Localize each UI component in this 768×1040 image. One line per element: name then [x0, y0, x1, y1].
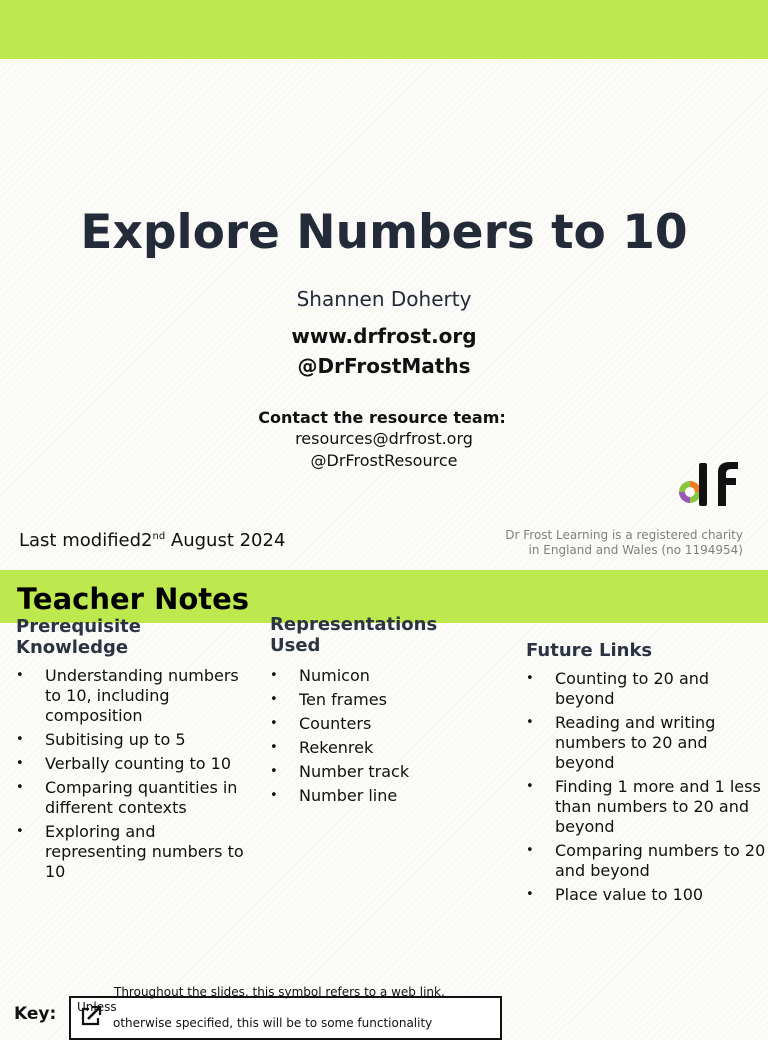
list-item: • Understanding numbers to 10, including composition — [16, 666, 248, 726]
list-item: • Reading and writing numbers to 20 and beyond — [526, 713, 766, 773]
prerequisite-heading: Prerequisite Knowledge — [16, 616, 141, 658]
list-item: • Counters — [270, 714, 490, 734]
modified-rest: August 2024 — [165, 530, 286, 551]
representations-column — [270, 614, 490, 810]
representations-list — [270, 666, 490, 806]
list-item: • Counting to 20 and beyond — [526, 669, 766, 709]
df-logo — [676, 458, 746, 510]
list-item: • Subitising up to 5 — [16, 730, 248, 750]
contact-handle[interactable]: @DrFrostResource — [310, 451, 458, 470]
author-name: Shannen Doherty — [296, 287, 472, 311]
teacher-notes-title: Teacher Notes — [17, 582, 250, 616]
list-item: • Finding 1 more and 1 less than numbers to 20 and beyond — [526, 777, 766, 837]
key-unless: Unless — [77, 1000, 117, 1014]
last-modified — [19, 530, 285, 551]
list-item: • Numicon — [270, 666, 490, 686]
list-item: • Rekenrek — [270, 738, 490, 758]
representations-heading: Representations Used — [270, 614, 438, 656]
future-links-list — [526, 669, 766, 905]
page-title: Explore Numbers to 10 — [80, 205, 688, 260]
list-item: • Comparing quantities in different contexts — [16, 778, 248, 818]
list-item: • Ten frames — [270, 690, 490, 710]
top-accent-bar — [0, 0, 768, 59]
future-links-heading: Future Links — [526, 640, 653, 661]
prerequisite-list — [16, 666, 248, 882]
key-label: Key: — [14, 1004, 57, 1024]
modified-suffix: nd — [152, 531, 166, 542]
modified-day: 2 — [141, 530, 153, 551]
prerequisite-column — [16, 616, 248, 886]
website-link[interactable]: www.drfrost.org — [291, 324, 477, 348]
list-item: • Verbally counting to 10 — [16, 754, 248, 774]
key-line-2: otherwise specified, this will be to some functionality — [113, 1016, 433, 1030]
key-line-1: Throughout the slides, this symbol refers to a web link, — [114, 985, 445, 999]
list-item: • Place value to 100 — [526, 885, 766, 905]
charity-notice: Dr Frost Learning is a registered charity in England and Wales (no 1194954) — [505, 528, 743, 557]
twitter-handle[interactable]: @DrFrostMaths — [297, 354, 471, 378]
list-item: • Number line — [270, 786, 490, 806]
list-item: • Number track — [270, 762, 490, 782]
modified-prefix: Last modified — [19, 530, 142, 551]
contact-email[interactable]: resources@drfrost.org — [295, 429, 473, 448]
list-item: • Comparing numbers to 20 and beyond — [526, 841, 766, 881]
future-links-column — [526, 640, 766, 909]
list-item: • Exploring and representing numbers to 10 — [16, 822, 248, 882]
contact-heading: Contact the resource team: — [258, 408, 506, 427]
